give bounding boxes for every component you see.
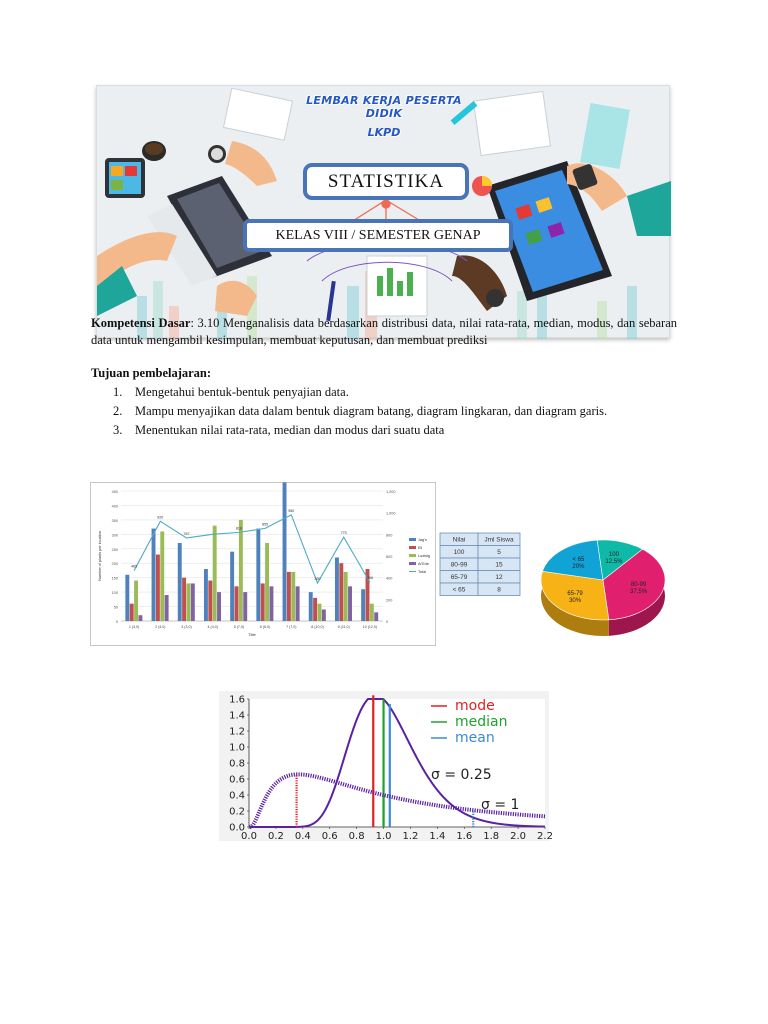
table-header: Jml Siswa	[484, 536, 514, 544]
line-data-label: 767	[183, 531, 190, 536]
bar-jagn	[204, 569, 208, 621]
bar-jagn	[335, 557, 339, 621]
bar-ludwig	[370, 604, 374, 621]
legend-label: Ludwig	[418, 554, 431, 558]
table-cell-text: 8	[497, 586, 501, 594]
bar-eil	[156, 555, 160, 621]
y2-tick-label: 200	[386, 598, 393, 603]
line-data-label: 350	[314, 577, 321, 582]
y-tick-label: 0.2	[229, 806, 245, 818]
legend-label: Eil	[418, 546, 423, 550]
x-tick-label: 1.2	[402, 831, 419, 842]
x-tick-label: 3 (3,0)	[181, 625, 192, 629]
bar-jagn	[125, 575, 129, 621]
pie-slice-label: 80-99	[630, 582, 647, 589]
x-tick-label: 6 (6,0)	[259, 625, 271, 629]
line-data-label: 465	[131, 564, 138, 569]
bar-eil	[182, 578, 186, 621]
y-tick-label: 1.4	[229, 710, 245, 722]
y-tick-label: 0.6	[229, 774, 245, 786]
line-data-label: 818	[235, 526, 242, 531]
tujuan-heading: Tujuan pembelajaran:	[91, 366, 212, 380]
line-data-label: 855	[262, 522, 269, 527]
x-tick-label: 7 (7,0)	[286, 625, 297, 629]
bar-eil	[287, 572, 291, 621]
combo-chart-svg	[91, 483, 437, 647]
y-tick-label: 450	[111, 490, 118, 494]
banner-illustration	[97, 86, 671, 339]
x-tick-label: 0.8	[348, 831, 365, 842]
x-tick-label: 9 (11,0)	[337, 625, 350, 629]
pie-slice-percent: 37,5%	[630, 589, 648, 596]
lkpd-banner	[96, 85, 670, 338]
bar-ludwig	[239, 520, 243, 621]
legend-label: Total	[418, 570, 427, 574]
y-tick-label: 0.0	[229, 822, 245, 834]
bar-alede	[165, 595, 169, 621]
pie-slice-percent: 12,5%	[605, 559, 623, 566]
list-item-text: Menentukan nilai rata-rata, median dan modus dari suatu data	[135, 423, 445, 437]
table-cell-text: 12	[495, 574, 503, 581]
y2-tick-label: 1,000	[386, 511, 396, 516]
bar-eil	[339, 563, 343, 621]
bar-jagn	[283, 482, 287, 621]
pie-chart-svg	[538, 532, 668, 644]
bar-alede	[374, 612, 378, 621]
bar-ludwig	[134, 581, 138, 621]
x-tick-label: 0.4	[294, 831, 311, 842]
x-tick-label: 1 (3,0)	[128, 625, 140, 629]
pie-slice-label: < 65	[572, 556, 585, 563]
bar-alede	[138, 615, 142, 621]
line-data-label: 980	[288, 508, 295, 513]
y-tick-label: 0.8	[229, 758, 245, 770]
list-item	[113, 402, 607, 421]
y2-tick-label: 1,200	[386, 490, 396, 494]
x-tick-label: 1.4	[429, 831, 446, 842]
y-tick-label: 400	[111, 504, 118, 509]
x-tick-label: 8 (10,0)	[311, 625, 324, 629]
kompetensi-label: Kompetensi Dasar	[91, 316, 191, 330]
y-tick-label: 50	[113, 605, 118, 610]
frequency-table-svg	[440, 530, 520, 598]
pie-slice-percent: 30%	[569, 597, 582, 604]
table-header: Nilai	[452, 536, 466, 544]
bar-alede	[217, 592, 221, 621]
y-tick-label: 350	[111, 518, 118, 523]
banner-subtitle: KELAS VIII / SEMESTER GENAP	[243, 219, 513, 252]
legend-label: median	[455, 714, 508, 730]
list-item-number: 1.	[113, 385, 123, 399]
line-data-label: 775	[340, 531, 347, 536]
bar-eil	[261, 583, 265, 621]
legend-label: mode	[455, 698, 495, 714]
bar-jagn	[256, 529, 260, 621]
list-item-text: Mampu menyajikan data dalam bentuk diagram batang, diagram lingkaran, dan diagram garis.	[135, 404, 608, 418]
tujuan-list	[113, 383, 607, 440]
legend-swatch	[409, 554, 416, 557]
pie-slice-label: 100	[608, 552, 619, 559]
banner-abbr: LKPD	[367, 126, 401, 139]
bar-ludwig	[160, 531, 164, 621]
bar-alede	[243, 592, 247, 621]
x-axis-label: Title	[248, 632, 256, 637]
y-tick-label: 0	[115, 620, 118, 624]
bar-ludwig	[265, 543, 269, 621]
legend-swatch	[409, 538, 416, 541]
x-tick-label: 2 (4,0)	[155, 625, 166, 629]
table-cell-text: < 65	[452, 586, 466, 594]
x-tick-label: 2.2	[537, 831, 553, 842]
pie-slice-percent: 20%	[572, 563, 585, 570]
line-data-label: 358	[366, 576, 373, 581]
bar-jagn	[361, 589, 365, 621]
list-item-text: Mengetahui bentuk-bentuk penyajian data.	[135, 385, 349, 399]
y-tick-label: 250	[111, 547, 118, 552]
list-item-number: 3.	[113, 423, 123, 437]
table-cell-text: 5	[497, 549, 501, 556]
bar-jagn	[230, 552, 234, 621]
combo-bar-line-chart	[90, 482, 436, 646]
banner-title: STATISTIKA	[303, 163, 469, 200]
y2-tick-label: 600	[386, 555, 393, 559]
y2-tick-label: 0	[386, 620, 389, 624]
y-tick-label: 300	[111, 533, 118, 538]
list-item	[113, 383, 607, 402]
pie-chart	[538, 532, 668, 644]
y-tick-label: 0.4	[229, 790, 245, 802]
bar-jagn	[178, 543, 182, 621]
bar-ludwig	[291, 572, 295, 621]
x-tick-label: 0.2	[267, 831, 284, 842]
bar-ludwig	[187, 583, 191, 621]
x-tick-label: 1.0	[375, 831, 392, 842]
line-data-label: 920	[157, 515, 164, 520]
table-cell-text: 65-79	[450, 574, 468, 581]
x-tick-label: 1.6	[456, 831, 473, 842]
x-tick-label: 4 (4,0)	[207, 625, 218, 629]
legend-label: mean	[455, 730, 495, 746]
bar-alede	[296, 586, 300, 621]
y-axis-label: Number of plants per location	[98, 531, 102, 581]
table-cell-text: 80-99	[450, 561, 468, 569]
bar-alede	[269, 586, 273, 621]
x-tick-label: 0.6	[321, 831, 338, 842]
distribution-chart	[219, 691, 553, 842]
legend-swatch	[409, 562, 416, 565]
bar-eil	[130, 604, 134, 621]
y-tick-label: 1.0	[229, 742, 245, 754]
y-tick-label: 150	[111, 576, 118, 581]
x-tick-label: 0.0	[241, 831, 257, 842]
y2-tick-label: 400	[386, 576, 393, 581]
y-tick-label: 100	[111, 591, 118, 596]
bar-alede	[348, 586, 352, 621]
table-cell-text: 100	[453, 549, 465, 556]
bar-ludwig	[318, 604, 322, 621]
list-item-number: 2.	[113, 404, 123, 418]
x-tick-label: 10 (12,0)	[362, 625, 378, 629]
bar-alede	[191, 583, 195, 621]
bar-ludwig	[213, 526, 217, 621]
x-tick-label: 2.0	[510, 831, 527, 842]
legend-label: Jag'n	[418, 538, 427, 542]
y-tick-label: 200	[111, 562, 118, 567]
y2-tick-label: 800	[386, 533, 393, 538]
bar-ludwig	[344, 572, 348, 621]
x-tick-label: 5 (7,0)	[233, 625, 245, 629]
annotation-sigma-1: σ = 1	[481, 797, 520, 813]
table-cell-text: 15	[495, 561, 503, 569]
annotation-sigma-025: σ = 0.25	[431, 767, 492, 783]
bar-eil	[235, 586, 239, 621]
kompetensi-dasar	[91, 315, 677, 349]
bar-eil	[208, 581, 212, 621]
bar-jagn	[152, 529, 156, 621]
distribution-chart-svg	[219, 691, 553, 842]
bar-jagn	[309, 592, 313, 621]
banner-top-title: LEMBAR KERJA PESERTA DIDIK	[306, 94, 462, 120]
y-tick-label: 1.2	[229, 726, 245, 738]
legend-label: Al'Ede	[418, 562, 429, 566]
list-item	[113, 421, 607, 440]
pie-slice-label: 65-79	[567, 590, 583, 597]
frequency-table	[440, 530, 520, 598]
y-tick-label: 1.6	[229, 694, 245, 706]
x-tick-label: 1.8	[483, 831, 500, 842]
bar-eil	[313, 598, 317, 621]
bar-alede	[322, 609, 326, 621]
kompetensi-text: : 3.10 Menganalisis data berdasarkan distribusi data, nilai rata-rata, median, modus, dan sebaran data untuk mengambil kesimpulan, membuat keputusan, dan membuat prediksi	[91, 316, 677, 347]
legend-swatch	[409, 546, 416, 549]
